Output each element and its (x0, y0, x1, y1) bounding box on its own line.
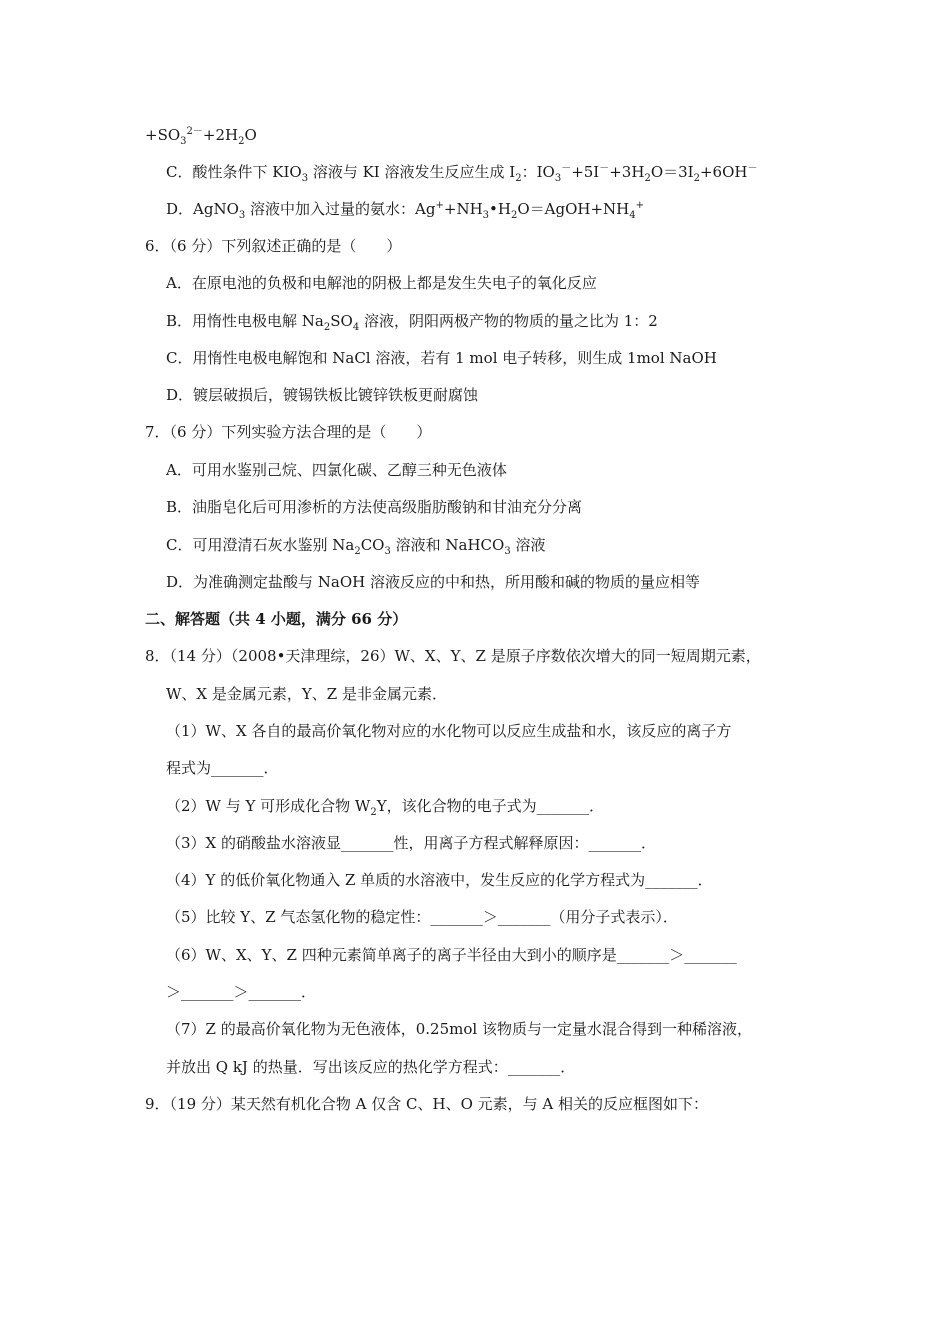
option-a (166, 272, 597, 294)
text-segment: 4 (629, 210, 636, 221)
text-segment: D．为准确测定盐酸与 NaOH 溶液反应的中和热，所用酸和碱的物质的量应相等 (166, 573, 701, 591)
text-segment: （1）W、X 各自的最高价氧化物对应的水化物可以反应生成盐和水，该反应的离子方 (166, 722, 732, 740)
text-segment: 溶液中加入过量的氨水：Ag (245, 200, 436, 218)
text-segment: 溶液与 KI 溶液发生反应生成 I (308, 163, 516, 181)
text-segment: （2）W 与 Y 可形成化合物 W (166, 797, 371, 815)
question-9-stem (145, 1093, 708, 1115)
text-segment: － (747, 163, 758, 174)
text-segment: 3 (554, 173, 562, 184)
option-d (166, 384, 478, 406)
sub-question-6 (166, 944, 737, 966)
text-segment: （7）Z 的最高价氧化物为无色液体，0.25mol 该物质与一定量水混合得到一种稀溶液， (166, 1020, 752, 1038)
text-segment: ＞_______＞_______． (166, 983, 317, 1001)
text-segment: +SO (145, 126, 181, 144)
text-segment: 2 (238, 136, 245, 147)
text-segment: （3）X 的硝酸盐水溶液显_______性，用离子方程式解释原因：_______． (166, 834, 656, 852)
text-segment: （4）Y 的低价氧化物通入 Z 单质的水溶液中，发生反应的化学方程式为_______． (166, 871, 713, 889)
text-segment: － (561, 163, 572, 174)
question-7-stem (145, 421, 431, 443)
text-segment: 2 (693, 173, 700, 184)
text-segment: D．AgNO (166, 200, 239, 218)
option-c-line (166, 161, 757, 183)
text-segment: 2－ (186, 126, 203, 137)
option-b (166, 496, 582, 518)
text-segment: CO (360, 536, 385, 554)
text-segment: 溶液 (510, 536, 546, 554)
sub-question-3 (166, 832, 656, 854)
sub-question-7 (166, 1018, 752, 1040)
text-segment: 8．（14 分）（2008•天津理综，26）W、X、Y、Z 是原子序数依次增大的同一短周期元素， (145, 647, 761, 665)
text-segment: 9．（19 分）某天然有机化合物 A 仅含 C、H、O 元素，与 A 相关的反应框图如下： (145, 1095, 709, 1113)
text-segment: 2 (354, 546, 361, 557)
text-line (145, 124, 257, 146)
text-segment: 2 (644, 173, 651, 184)
text-segment: 并放出 Q kJ 的热量．写出该反应的热化学方程式：_______． (166, 1058, 576, 1076)
sub-question-5 (166, 906, 678, 928)
text-segment: 2 (370, 807, 377, 818)
text-segment: 7．（6 分）下列实验方法合理的是（ ） (145, 423, 432, 441)
text-segment: 二、解答题（共 4 小题，满分 66 分） (145, 610, 408, 628)
text-segment: 3 (384, 546, 391, 557)
text-segment: D．镀层破损后，镀锡铁板比镀锌铁板更耐腐蚀 (166, 386, 479, 404)
text-segment: B．用惰性电极电解 Na (166, 312, 324, 330)
question-8-stem-cont (166, 683, 447, 705)
text-segment: 溶液和 NaHCO (390, 536, 505, 554)
sub-question-1 (166, 720, 731, 742)
text-segment: （6）W、X、Y、Z 四种元素简单离子的离子半径由大到小的顺序是_______＞_______ (166, 946, 737, 964)
text-segment: － (599, 163, 610, 174)
question-8-stem (145, 645, 761, 667)
text-segment: O＝3I (650, 163, 694, 181)
sub-question-1-cont (166, 757, 279, 779)
text-segment: 3 (180, 136, 187, 147)
text-segment: +3H (609, 163, 645, 181)
text-segment: •H (489, 200, 511, 218)
sub-question-4 (166, 869, 713, 891)
text-segment: SO (330, 312, 353, 330)
text-segment: 3 (504, 546, 511, 557)
option-d-line (166, 198, 644, 220)
question-6-stem (145, 235, 401, 257)
option-d (166, 571, 700, 593)
text-segment: C．用惰性电极电解饱和 NaCl 溶液，若有 1 mol 电子转移，则生成 1mol NaOH (166, 349, 717, 367)
text-segment: + (435, 200, 444, 211)
text-segment: +NH (443, 200, 483, 218)
text-segment: 6．（6 分）下列叙述正确的是（ ） (145, 237, 402, 255)
text-segment: A．在原电池的负极和电解池的阴极上都是发生失电子的氧化反应 (166, 274, 597, 292)
text-segment: 3 (238, 210, 246, 221)
option-c (166, 347, 717, 369)
text-segment: 程式为_______． (166, 759, 279, 777)
text-segment: ：IO (521, 163, 555, 181)
option-b (166, 310, 658, 332)
text-segment: W、X 是金属元素，Y、Z 是非金属元素． (166, 685, 447, 703)
text-segment: A．可用水鉴别己烷、四氯化碳、乙醇三种无色液体 (166, 461, 507, 479)
text-segment: 3 (482, 210, 490, 221)
section-heading (145, 608, 407, 630)
text-segment: + (635, 200, 644, 211)
text-segment: C．酸性条件下 KIO (166, 163, 302, 181)
text-segment: +5I (571, 163, 600, 181)
text-segment: O＝AgOH+NH (517, 200, 630, 218)
sub-question-2 (166, 795, 604, 817)
text-segment: （5）比较 Y、Z 气态氢化物的稳定性：_______＞_______（用分子式表示）． (166, 908, 678, 926)
text-segment: 3 (301, 173, 309, 184)
option-a (166, 459, 507, 481)
text-segment: 2 (515, 173, 522, 184)
sub-question-6-cont (166, 981, 316, 1003)
text-segment: O (244, 126, 257, 144)
text-segment: +6OH (699, 163, 748, 181)
text-segment: +2H (202, 126, 239, 144)
text-segment: B．油脂皂化后可用渗析的方法使高级脂肪酸钠和甘油充分分离 (166, 498, 583, 516)
text-segment: 4 (352, 322, 360, 333)
text-segment: 2 (510, 210, 518, 221)
option-c (166, 534, 545, 556)
text-segment: C．可用澄清石灰水鉴别 Na (166, 536, 355, 554)
text-segment: 溶液，阴阳两极产物的物质的量之比为 1：2 (359, 312, 658, 330)
text-segment: Y，该化合物的电子式为_______． (376, 797, 605, 815)
sub-question-7-cont (166, 1056, 575, 1078)
text-segment: 2 (323, 322, 331, 333)
